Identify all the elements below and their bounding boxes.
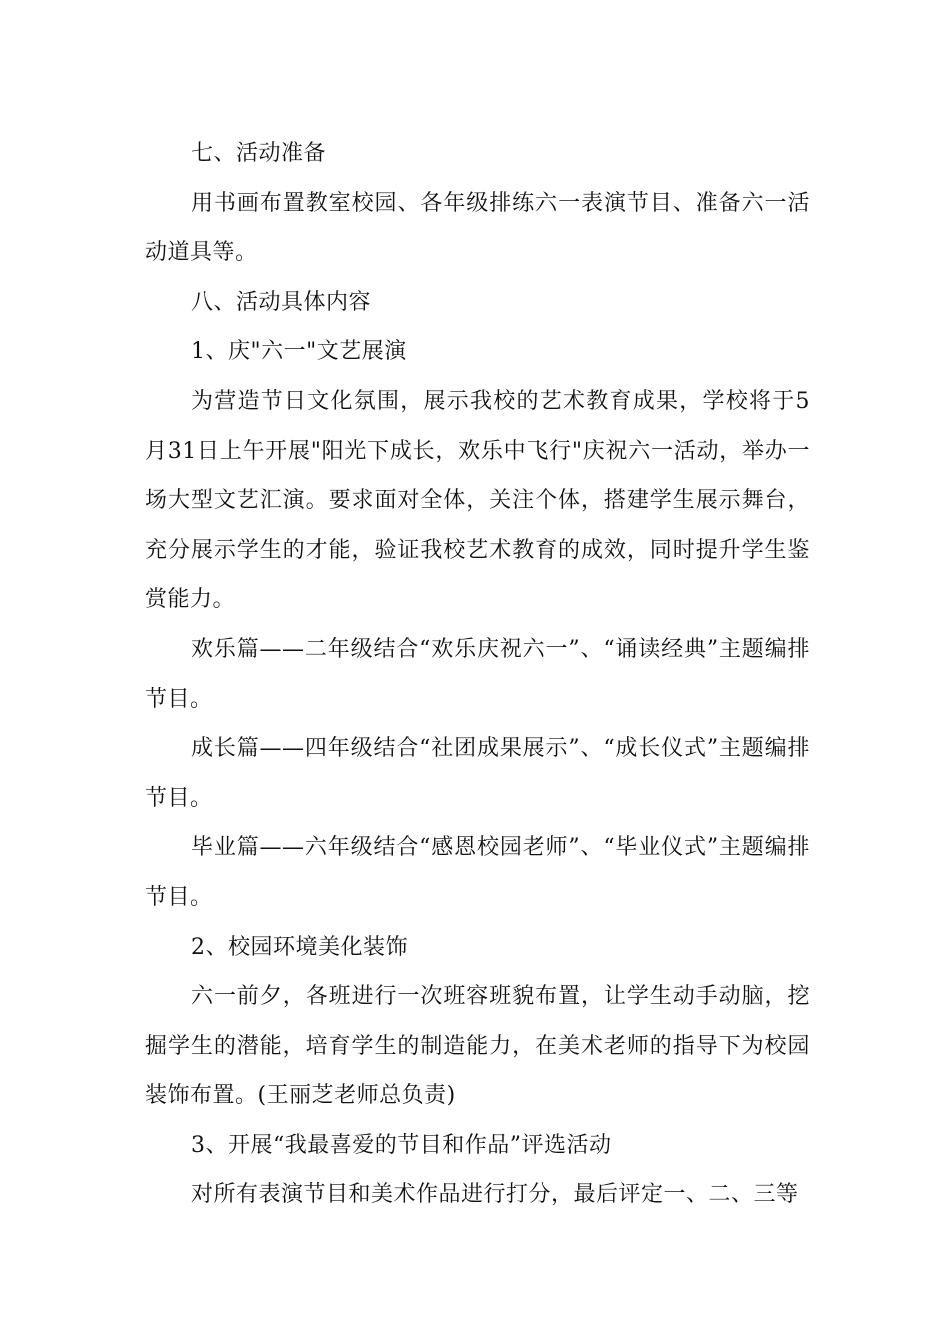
paragraph-selection: 对所有表演节目和美术作品进行打分，最后评定一、二、三等 [191,1182,799,1208]
paragraph-grade-two: 欢乐篇——二年级结合“欢乐庆祝六一”、“诵读经典”主题编排节目。 [145,636,810,712]
subheading-decoration: 2、校园环境美化装饰 [191,934,408,960]
section-heading-preparation: 七、活动准备 [191,141,327,166]
subheading-selection: 3、开展“我最喜爱的节目和作品”评选活动 [191,1132,612,1158]
section-heading-content: 八、活动具体内容 [191,289,372,315]
document-body [145,129,810,1220]
paragraph-preparation: 用书画布置教室校园、各年级排练六一表演节目、准备六一活动道具等。 [145,190,810,266]
paragraph-grade-six: 毕业篇——六年级结合“感恩校园老师”、“毕业仪式”主题编排节目。 [145,835,810,910]
paragraph-grade-four: 成长篇——四年级结合“社团成果展示”、“成长仪式”主题编排节目。 [145,736,810,811]
subheading-performance: 1、庆"六一"文艺展演 [191,339,407,365]
paragraph-decoration: 六一前夕，各班进行一次班容班貌布置，让学生动手动脑，挖掘学生的潜能，培育学生的制造能力，在美术老师的指导下为校园装饰布置。(王丽芝老师总负责) [145,984,810,1109]
paragraph-performance: 为营造节日文化氛围，展示我校的艺术教育成果，学校将于5月31日上午开展"阳光下成长，欢乐中飞行"庆祝六一活动，举办一场大型文艺汇演。要求面对全体，关注个体，搭建学生展示舞台，充分展示学生的才能，验证我校艺术教育的成效，同时提升学生鉴赏能力。 [145,388,810,613]
